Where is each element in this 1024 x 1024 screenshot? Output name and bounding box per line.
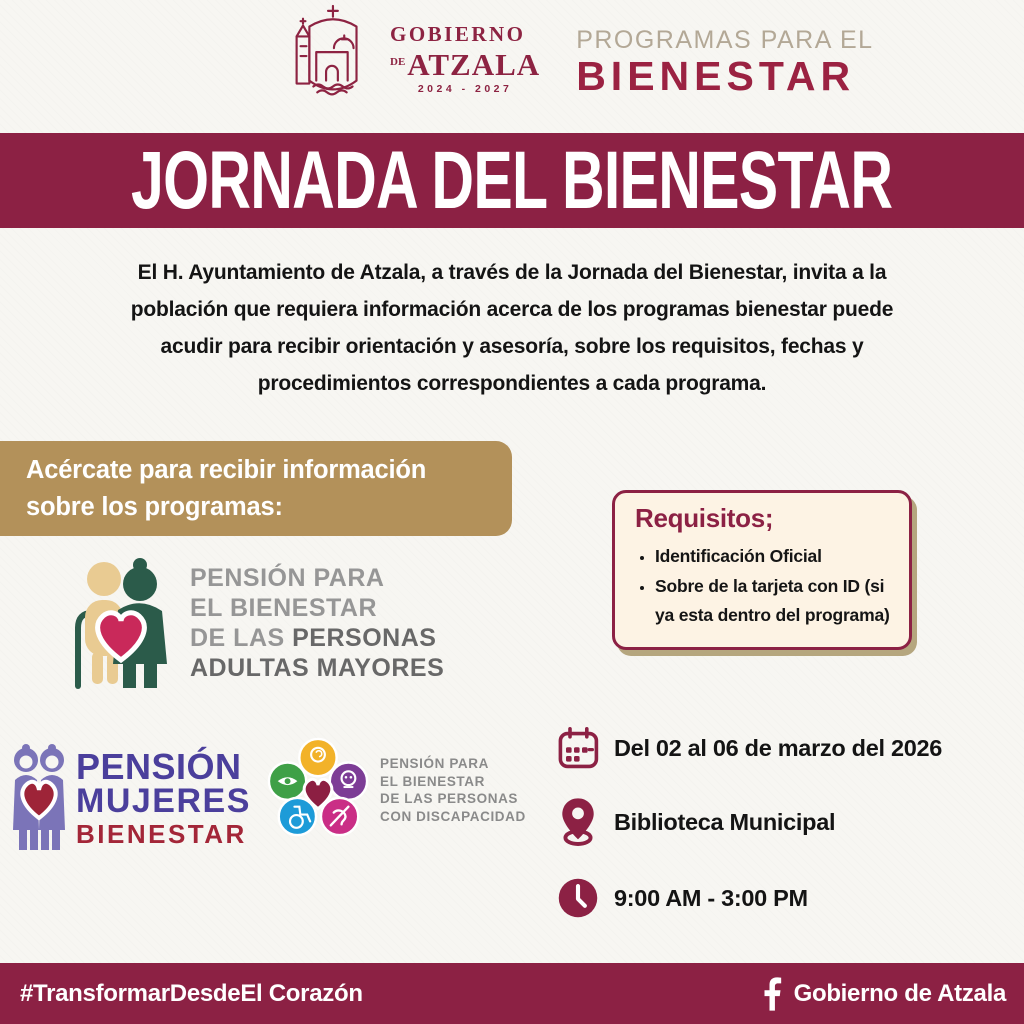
requisitos-box: [612, 490, 912, 650]
program-adultas-mayores: [66, 556, 444, 690]
mj-line-2: MUJERES: [76, 781, 251, 820]
am-line-3-bold: PERSONAS: [292, 624, 437, 652]
hashtag-label: #TransformarDesdeEl Corazón: [20, 979, 363, 1007]
facebook-name-label: Gobierno de Atzala: [793, 979, 1006, 1007]
intro-paragraph: [0, 254, 1024, 402]
disability-flower-icon: [264, 736, 372, 844]
disc-line-1: PENSIÓN PARA: [380, 756, 489, 771]
page-title: JORNADA DEL BIENESTAR: [131, 134, 893, 226]
de-label: DE: [390, 55, 406, 68]
cta-banner: [0, 441, 512, 536]
header: [276, 2, 874, 114]
gobierno-label: GOBIERNO: [390, 21, 526, 46]
atzala-name: ATZALA: [407, 46, 541, 82]
event-hours: 9:00 AM - 3:00 PM: [614, 884, 808, 911]
event-dates: Del 02 al 06 de marzo del 2026: [614, 734, 943, 761]
program-discapacidad: [264, 736, 526, 844]
programas-bienestar-wordmark: [576, 20, 873, 97]
intro-line: El H. Ayuntamiento de Atzala, a través de la Jornada del Bienestar, invita a la: [137, 261, 887, 284]
disc-line-3: DE LAS PERSONAS: [380, 791, 519, 806]
am-line-3-regular: DE LAS: [190, 624, 293, 652]
cta-line: sobre los programas:: [26, 493, 283, 521]
requisitos-title: Requisitos;: [635, 503, 774, 533]
location-pin-icon: [552, 796, 604, 848]
am-line-4: ADULTAS MAYORES: [190, 654, 445, 682]
footer-bar: [0, 963, 1024, 1024]
gobierno-atzala-wordmark: [390, 22, 540, 95]
elderly-couple-icon: [66, 556, 170, 690]
location-row: [552, 796, 835, 848]
discapacidad-label: [380, 755, 526, 825]
atzala-label: [390, 47, 540, 80]
facebook-account: [762, 977, 1006, 1011]
disc-line-4: CON DISCAPACIDAD: [380, 808, 526, 824]
clock-icon: [552, 876, 604, 920]
cta-line: Acércate para recibir información: [26, 456, 427, 484]
requisitos-list: [635, 542, 895, 630]
mj-line-3: BIENESTAR: [76, 818, 247, 849]
am-line-1: PENSIÓN PARA: [190, 564, 385, 592]
intro-line: acudir para recibir orientación y asesoría, sobre los requisitos, fechas y: [160, 335, 864, 358]
requisito-item: • Sobre de la tarjeta con ID (si ya esta dentro del programa): [655, 572, 893, 630]
event-location: Biblioteca Municipal: [614, 808, 836, 835]
bienestar-label: BIENESTAR: [576, 52, 856, 99]
two-women-icon: [10, 742, 68, 856]
intro-line: población que requiera información acerca de los programas bienestar puede: [130, 298, 894, 321]
programas-para-el-label: PROGRAMAS PARA EL: [576, 25, 874, 54]
requisito-item: • Identificación Oficial: [655, 542, 893, 571]
intro-line: procedimientos correspondientes a cada programa.: [257, 372, 767, 395]
atzala-emblem-icon: [276, 2, 384, 114]
date-row: [552, 722, 942, 774]
am-line-3: [190, 623, 444, 653]
disc-line-2: EL BIENESTAR: [380, 773, 485, 789]
mj-line-1: PENSIÓN: [76, 745, 242, 787]
mujeres-bienestar-label: [76, 745, 251, 850]
title-banner: [0, 133, 1024, 228]
facebook-icon: [762, 977, 782, 1011]
program-mujeres-bienestar: [10, 742, 251, 856]
time-row: [552, 872, 808, 924]
am-line-2: EL BIENESTAR: [190, 594, 378, 622]
calendar-icon: [552, 724, 604, 772]
term-years: 2024 - 2027: [417, 82, 513, 95]
adultas-mayores-label: [190, 563, 444, 683]
